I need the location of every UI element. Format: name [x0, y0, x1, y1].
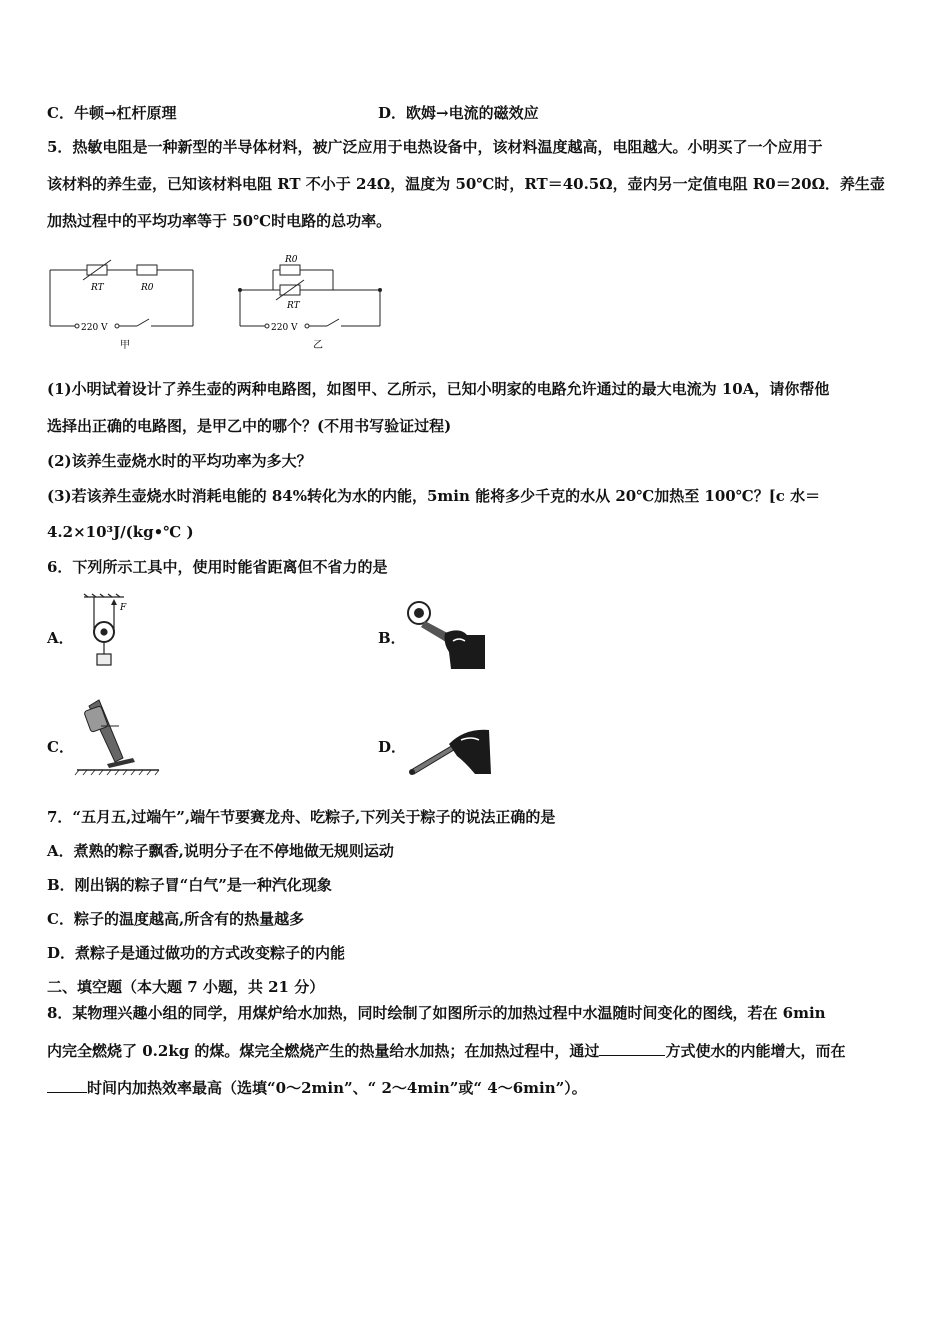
switch: [137, 319, 149, 326]
q7-option-b: B．刚出锅的粽子冒“白气”是一种汽化现象: [47, 876, 332, 894]
q5-sub3-line1: (3)若该养生壶烧水时消耗电能的 84%转化为水的内能，5min 能将多少千克的水从 20℃加热至 100℃？[c 水＝: [47, 487, 821, 505]
q5-stem-line2: 该材料的养生壶，已知该材料电阻 RT 不小于 24Ω，温度为 50℃时，RT＝40.5Ω，壶内另一定值电阻 R0＝20Ω．养生壶: [47, 175, 885, 193]
rt-label: RT: [91, 283, 104, 293]
q5-stem-line3: 加热过程中的平均功率等于 50℃时电路的总功率。: [47, 212, 392, 230]
q8-stem-line1: 8．某物理兴趣小组的同学，用煤炉给水加热，同时绘制了如图所示的加热过程中水温随时间变化的图线，若在 6min: [47, 1004, 826, 1022]
q5-sub2: (2)该养生壶烧水时的平均功率为多大？: [47, 452, 312, 470]
rt-label: RT: [287, 301, 300, 311]
q7-option-c: C．粽子的温度越高,所含有的热量越多: [47, 910, 305, 928]
q7-option-a: A．煮熟的粽子飘香,说明分子在不停地做无规则运动: [47, 842, 394, 860]
diagram-caption-yi: 乙: [313, 340, 323, 351]
q6-stem: 6．下列所示工具中，使用时能省距离但不省力的是: [47, 558, 388, 576]
force-label: F: [120, 603, 127, 613]
r0-label: R0: [141, 283, 154, 293]
q5-sub3-line2: 4.2×10³J/(kg•℃ ): [47, 523, 194, 541]
q6-option-b-label: B．: [378, 629, 406, 647]
circuit-diagram-jia: [45, 252, 200, 352]
resistor-r0: [280, 265, 300, 275]
resistor-r0: [137, 265, 157, 275]
q6-option-d-label: D．: [378, 738, 407, 756]
q8-line2-part-a: 内完全燃烧了 0.2kg 的煤。煤完全燃烧产生的热量给水加热；在加热过程中，通过: [47, 1042, 600, 1060]
q8-stem-line2: [47, 1041, 845, 1061]
q5-sub1-line1: (1)小明试着设计了养生壶的两种电路图，如图甲、乙所示，已知小明家的电路允许通过的最大电流为 10A，请你帮他: [47, 380, 830, 398]
q8-stem-line3: [47, 1078, 587, 1098]
terminal: [115, 324, 119, 328]
q8-blank-2[interactable]: [47, 1078, 87, 1093]
q8-blank-1[interactable]: [599, 1041, 665, 1056]
wrench-icon: [405, 597, 490, 671]
terminal: [75, 324, 79, 328]
section-2-title: 二、填空题（本大题 7 小题，共 21 分）: [47, 978, 325, 996]
q5-stem-line1: 5．热敏电阻是一种新型的半导体材料，被广泛应用于电热设备中，该材料温度越高，电阻越大。小明买了一个应用于: [47, 138, 823, 156]
voltage-label: 220 V: [271, 323, 298, 333]
q5-sub1-line2: 选择出正确的电路图，是甲乙中的哪个？(不用书写验证过程): [47, 417, 452, 435]
crowbar-icon: [75, 696, 160, 778]
pulley-icon: [80, 594, 140, 676]
voltage-label: 220 V: [81, 323, 108, 333]
q6-option-a-label: A．: [47, 629, 74, 647]
q4-option-d: D．欧姆→电流的磁效应: [378, 104, 539, 122]
junction-dot: [378, 288, 382, 292]
diagram-caption-jia: 甲: [120, 340, 130, 351]
q8-line2-part-b: 方式使水的内能增大，而在: [665, 1042, 846, 1060]
q4-option-c: C．牛顿→杠杆原理: [47, 104, 177, 122]
q7-stem: 7．“五月五,过端午”,端午节要赛龙舟、吃粽子,下列关于粽子的说法正确的是: [47, 808, 556, 826]
q7-option-d: D．煮粽子是通过做功的方式改变粽子的内能: [47, 944, 346, 962]
junction-dot: [238, 288, 242, 292]
r0-label: R0: [285, 255, 298, 265]
tongs-icon: [405, 726, 493, 780]
terminal: [305, 324, 309, 328]
switch: [327, 319, 339, 326]
q8-line3-text: 时间内加热效率最高（选填“0～2min”、“ 2～4min”或“ 4～6min”）。: [87, 1079, 587, 1097]
q6-option-c-label: C．: [47, 738, 74, 756]
terminal: [265, 324, 269, 328]
circuit-diagram-yi: [235, 250, 390, 352]
